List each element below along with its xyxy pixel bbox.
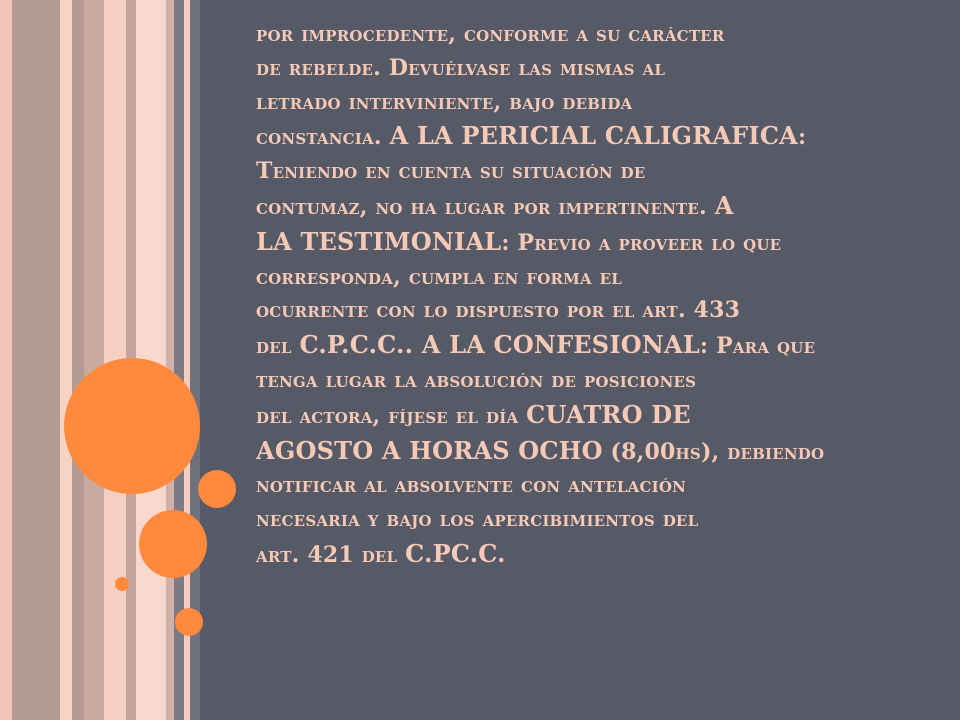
- text-line: constancia. A LA PERICIAL CALIGRAFICA:: [256, 121, 807, 151]
- text-line: contumaz, no ha lugar por impertinente. A: [256, 190, 734, 220]
- text-line: ocurrente con lo dispuesto por el art. 433: [256, 297, 741, 324]
- medium-orange-circle: [139, 510, 207, 578]
- text-line: LA TESTIMONIAL: Previo a proveer lo que: [256, 226, 782, 256]
- text-line: letrado interviniente, bajo debida: [256, 88, 633, 115]
- small-orange-circle-bottom: [175, 608, 203, 636]
- text-line: AGOSTO A HORAS OCHO (8,00hs), debiendo: [256, 435, 825, 465]
- text-line: Teniendo en cuenta su situación de: [256, 158, 646, 185]
- slide-body-text: [256, 18, 906, 573]
- text-line: del C.P.C.C.. A LA CONFESIONAL: Para que: [256, 330, 816, 360]
- large-orange-circle: [64, 358, 200, 494]
- text-line: necesaria y bajo los apercibimientos del: [256, 506, 699, 533]
- text-line: notificar al absolvente con antelación: [256, 472, 687, 499]
- text-line: de rebelde. Devuélvase las mismas al: [256, 54, 666, 81]
- tiny-orange-circle: [115, 577, 129, 591]
- text-line: del actora, fíjese el día CUATRO DE: [256, 399, 691, 429]
- text-line: tenga lugar la absolución de posiciones: [256, 366, 697, 393]
- text-line: corresponda, cumpla en forma el: [256, 263, 623, 290]
- small-orange-circle: [198, 470, 236, 508]
- text-line: art. 421 del C.PC.C.: [256, 538, 506, 568]
- text-line: por improcedente, conforme a su carácter: [256, 21, 725, 47]
